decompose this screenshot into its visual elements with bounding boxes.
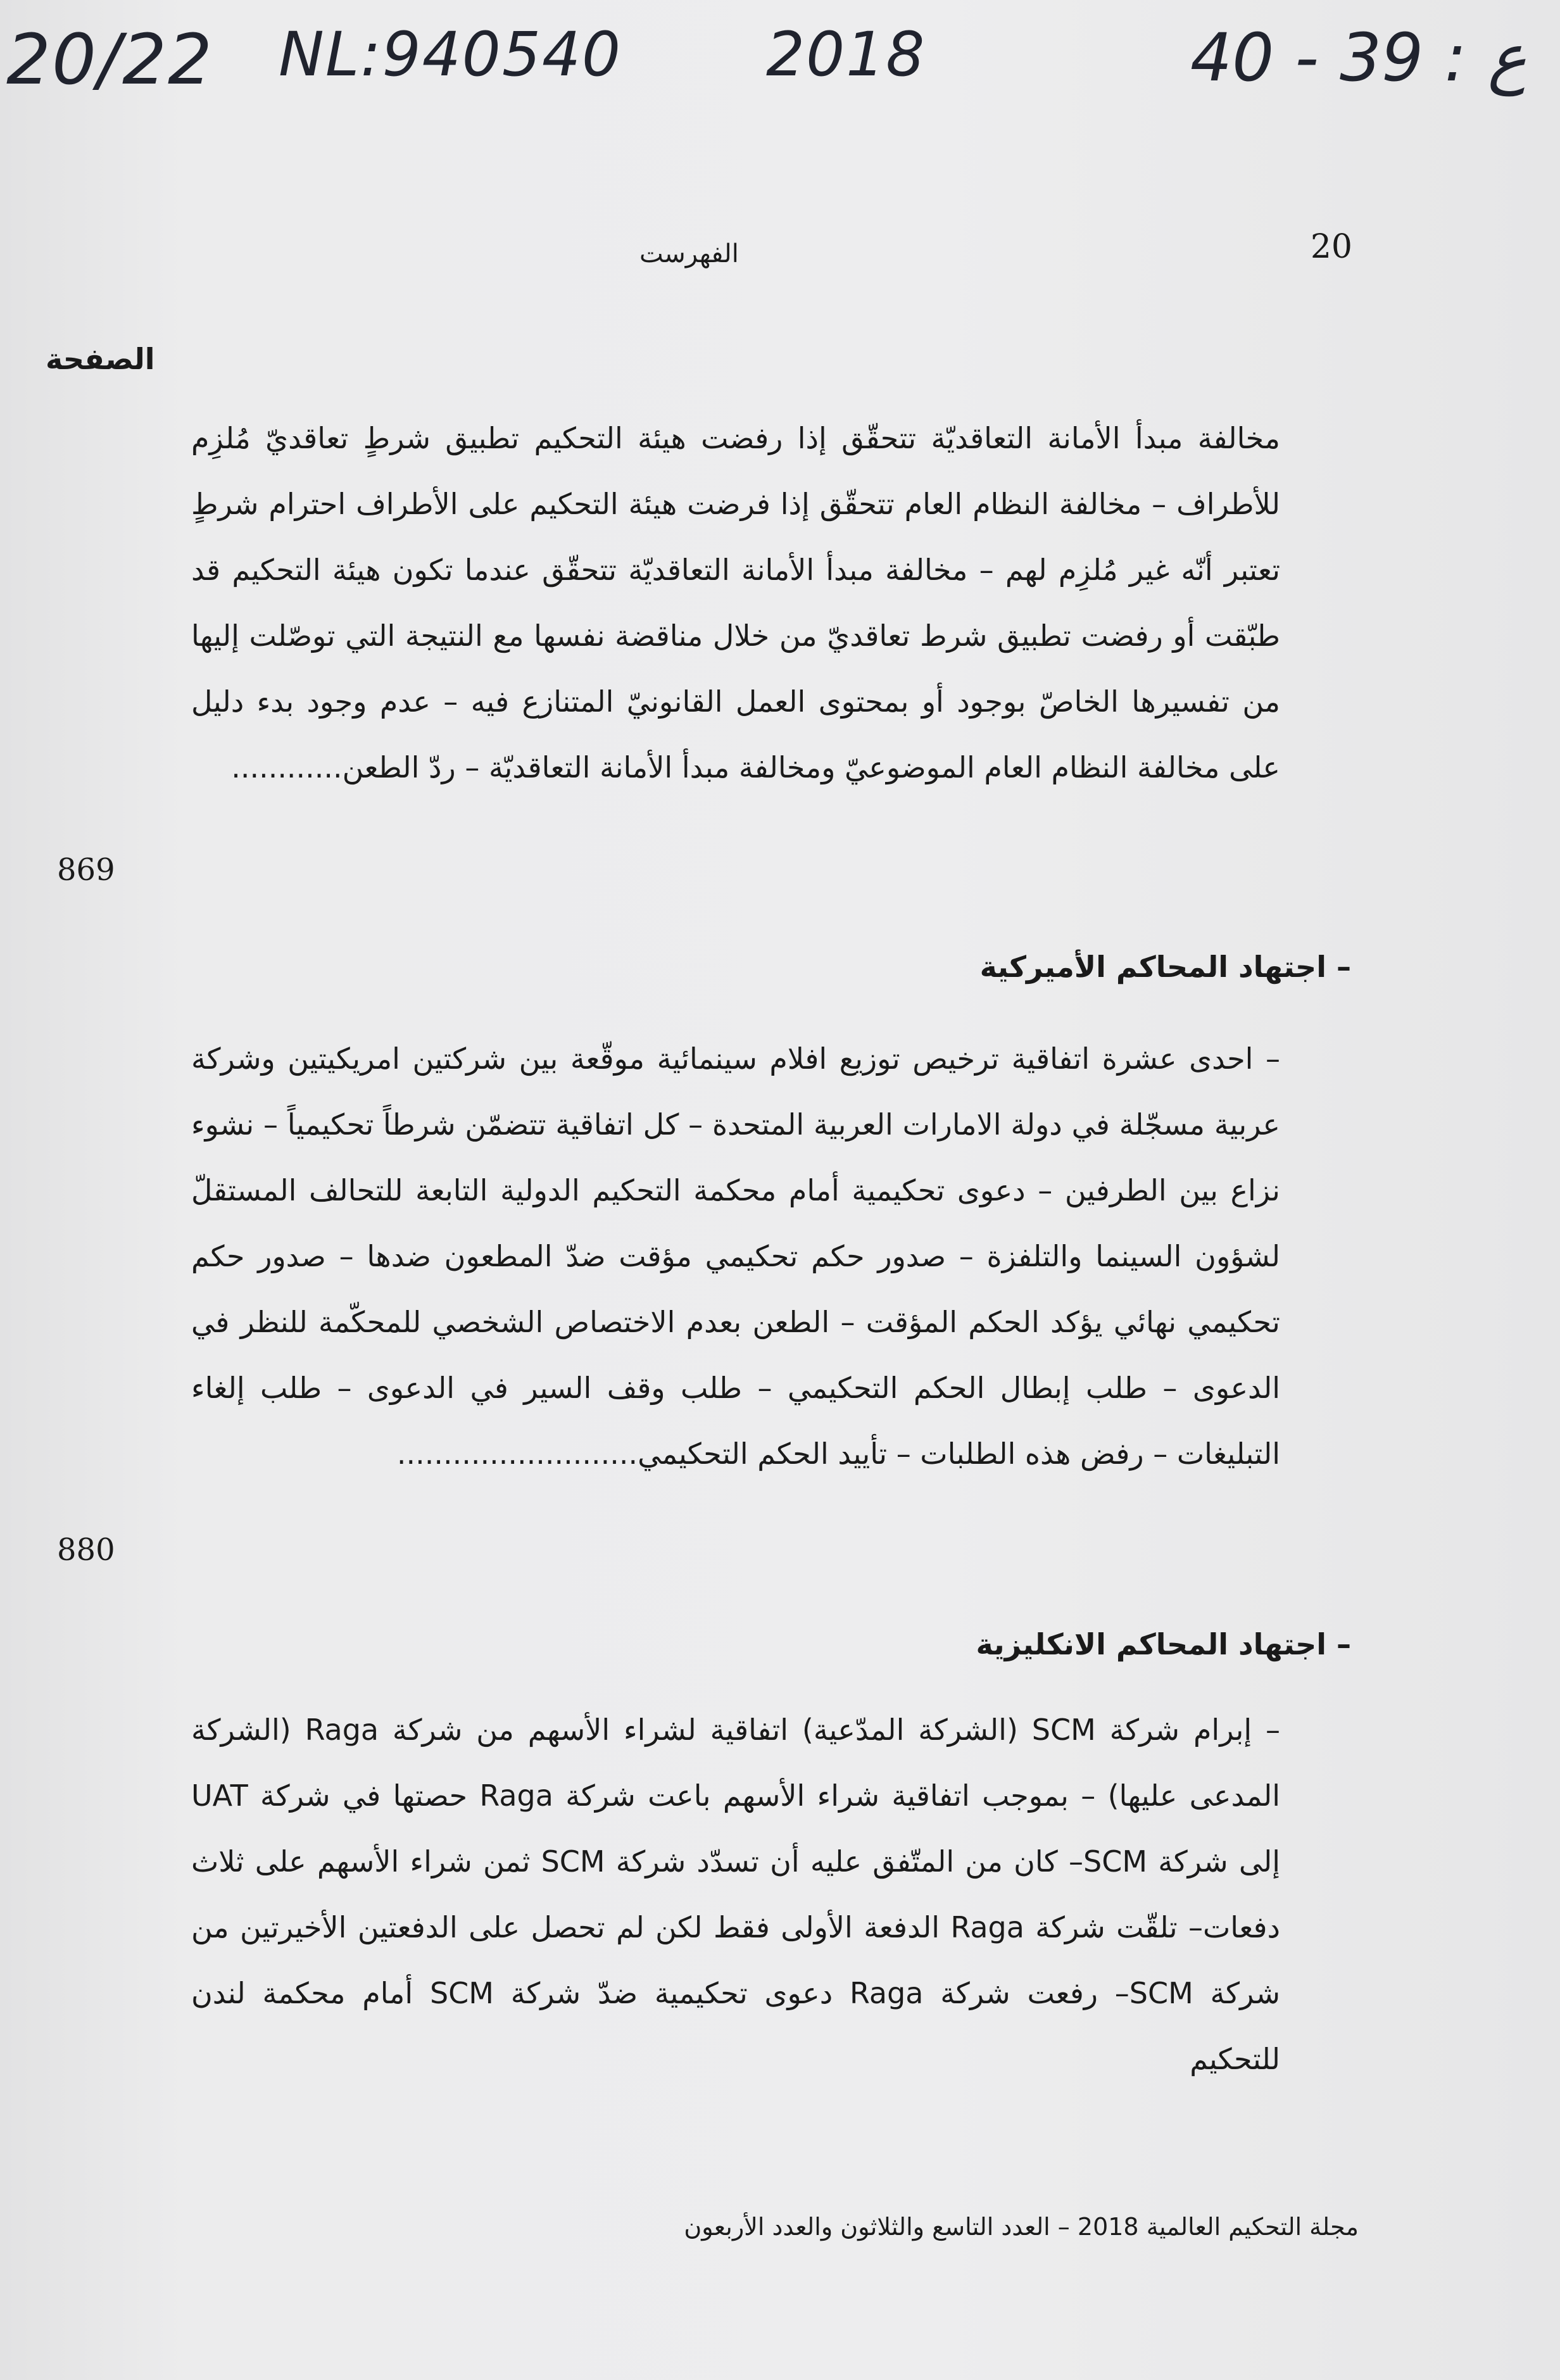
- running-header: [0, 228, 1560, 279]
- entry-text: – إبرام شركة SCM (الشركة المدّعية) اتفاقية لشراء الأسهم من شركة Raga (الشركة المدعى عليها) – بموجب اتفاقية شراء الأسهم باعت شركة Raga حصتها في شركة UAT إلى شركة SCM– كان من المتّفق عليه أن تسدّد شركة SCM ثمن شراء الأسهم على ثلاث دفعات– تلقّت شركة Raga الدفعة الأولى فقط لكن لم تحصل على الدفعتين الأخيرتين من شركة SCM– رفعت شركة Raga دعوى تحكيمية ضدّ شركة SCM أمام محكمة لندن للتحكيم: [191, 1713, 1281, 2076]
- entry-page-number: 869: [57, 852, 115, 888]
- page-column-label: الصفحة: [46, 342, 155, 376]
- index-entry: [191, 1026, 1280, 1487]
- handwritten-page-fraction: 20/22: [6, 19, 214, 100]
- index-entry: [191, 405, 1280, 800]
- entry-text: – احدى عشرة اتفاقية ترخيص توزيع افلام سينمائية موقّعة بين شركتين امريكيتين وشركة عربية مسجّلة في دولة الامارات العربية المتحدة – كل اتفاقية تتضمّن شرطاً تحكيمياً – نشوء نزاع بين الطرفين – دعوى تحكيمية أمام محكمة التحكيم الدولية التابعة للتحالف المستقلّ لشؤون السينما والتلفزة – صدور حكم تحكيمي مؤقت ضدّ المطعون ضدها – صدور حكم تحكيمي نهائي يؤكد الحكم المؤقت – الطعن بعدم الاختصاص الشخصي للمحكّمة للنظر في الدعوى – طلب إبطال الحكم التحكيمي – طلب وقف السير في الدعوى – طلب إلغاء التبليغات – رفض هذه الطلبات – تأييد الحكم التحكيمي..........................: [191, 1042, 1280, 1471]
- journal-footer: مجلة التحكيم العالمية 2018 – العدد التاسع والثلاثون والعدد الأربعون: [684, 2213, 1359, 2241]
- section-heading-english-courts: – اجتهاد المحاكم الانكليزية: [976, 1627, 1351, 1661]
- handwritten-issue: 40 - 39 : ع: [1190, 19, 1527, 96]
- handwritten-year: 2018: [766, 19, 926, 90]
- header-title: الفهرست: [639, 239, 739, 268]
- index-entry: [191, 1697, 1280, 2092]
- entry-page-number: 880: [57, 1532, 115, 1568]
- section-heading-american-courts: – اجتهاد المحاكم الأميركية: [979, 950, 1351, 984]
- handwritten-archive-note: [0, 13, 1560, 127]
- handwritten-reference: NL:940540: [279, 19, 622, 90]
- page-number: 20: [1310, 228, 1352, 266]
- entry-text: مخالفة مبدأ الأمانة التعاقديّة تتحقّق إذا رفضت هيئة التحكيم تطبيق شرطٍ تعاقديّ مُلزِم للأطراف – مخالفة النظام العام تتحقّق إذا فرضت هيئة التحكيم على الأطراف احترام شرطٍ تعتبر أنّه غير مُلزِم لهم – مخالفة مبدأ الأمانة التعاقديّة تتحقّق عندما تكون هيئة التحكيم قد طبّقت أو رفضت تطبيق شرط تعاقديّ من خلال مناقضة نفسها مع النتيجة التي توصّلت إليها من تفسيرها الخاصّ بوجود أو بمحتوى العمل القانونيّ المتنازع فيه – عدم وجود بدء دليل على مخالفة النظام العام الموضوعيّ ومخالفة مبدأ الأمانة التعاقديّة – ردّ الطعن............: [191, 421, 1280, 784]
